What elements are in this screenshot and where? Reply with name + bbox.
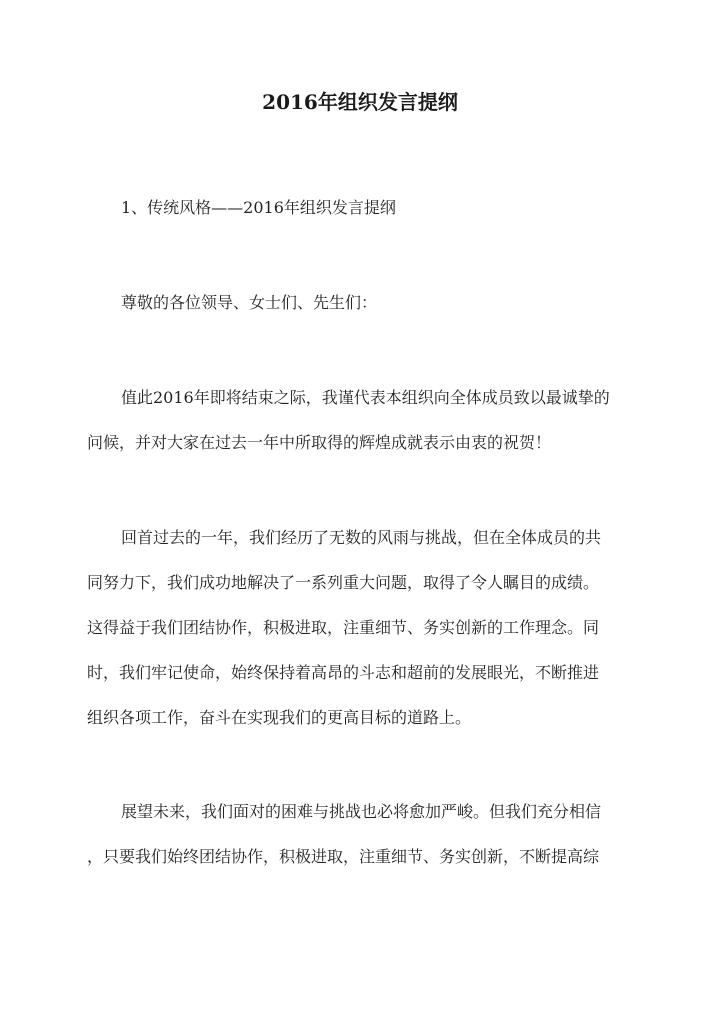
paragraph-2-line-5: 组织各项工作，奋斗在实现我们的更高目标的道路上。	[87, 708, 472, 727]
paragraph-3-line-1: 展望未来，我们面对的困难与挑战也必将愈加严峻。但我们充分相信	[121, 802, 602, 821]
paragraph-2-line-1: 回首过去的一年，我们经历了无数的风雨与挑战，但在全体成员的共	[121, 528, 602, 547]
paragraph-1-line-2: 问候，并对大家在过去一年中所取得的辉煌成就表示由衷的祝贺！	[87, 433, 552, 452]
paragraph-3-line-2: ，只要我们始终团结协作，积极进取，注重细节、务实创新，不断提高综	[87, 847, 600, 866]
greeting-line: 尊敬的各位领导、女士们、先生们：	[121, 293, 378, 312]
section-heading: 1、传统风格——2016年组织发言提纲	[121, 198, 396, 217]
paragraph-2-line-3: 这得益于我们团结协作，积极进取，注重细节、务实创新的工作理念。同	[87, 618, 600, 637]
paragraph-2-line-2: 同努力下，我们成功地解决了一系列重大问题，取得了令人瞩目的成绩。	[87, 573, 600, 592]
paragraph-1-line-1: 值此2016年即将结束之际，我谨代表本组织向全体成员致以最诚挚的	[121, 388, 610, 407]
paragraph-2-line-4: 时，我们牢记使命，始终保持着高昂的斗志和超前的发展眼光，不断推进	[87, 663, 600, 682]
document-title: 2016年组织发言提纲	[262, 90, 458, 114]
